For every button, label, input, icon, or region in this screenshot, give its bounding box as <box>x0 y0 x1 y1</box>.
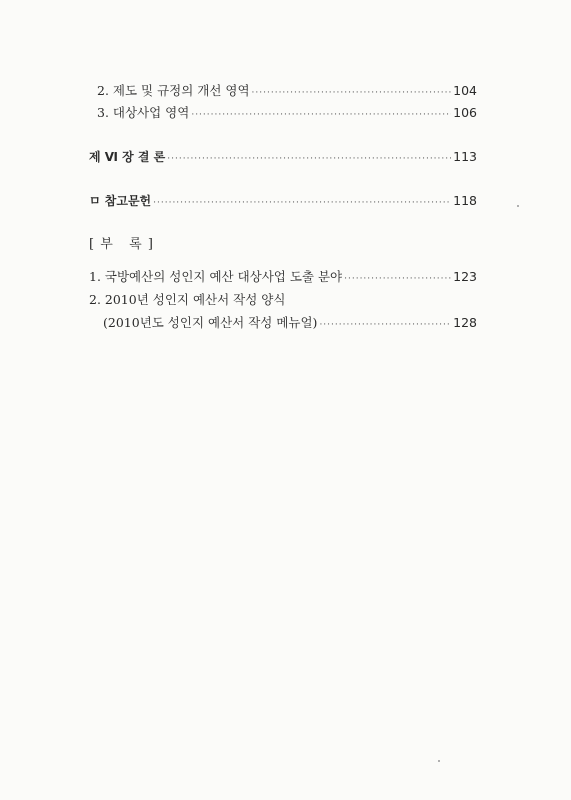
dot-leader <box>344 271 451 287</box>
dot-leader <box>167 151 451 167</box>
appendix-entry <box>89 269 477 287</box>
dot-leader <box>252 85 452 101</box>
appendix-entry-continuation <box>103 315 477 333</box>
toc-entry-label: ㅁ 참고문헌 <box>89 194 152 208</box>
dot-leader <box>319 317 451 333</box>
toc-entry-label: 2. 2010년 성인지 예산서 작성 양식 <box>89 292 286 307</box>
toc-entry-page: 128 <box>453 315 477 330</box>
toc-entry-page: 106 <box>453 105 477 120</box>
dot-leader <box>191 107 451 123</box>
scan-speck <box>517 205 519 207</box>
toc-entry-label: (2010년도 성인지 예산서 작성 메뉴얼) <box>103 315 318 330</box>
toc-entry-page: 123 <box>453 269 477 284</box>
toc-entry-page: 113 <box>453 149 477 164</box>
toc-entry-label: 2. 제도 및 규정의 개선 영역 <box>97 83 250 98</box>
toc-references-entry <box>89 193 477 211</box>
toc-entry <box>97 105 477 123</box>
appendix-entry <box>89 292 285 308</box>
toc-entry <box>97 83 477 101</box>
toc-entry-page: 118 <box>453 193 477 208</box>
dot-leader <box>153 195 451 211</box>
appendix-heading: [ 부 록 ] <box>89 237 154 252</box>
scan-speck <box>438 760 440 762</box>
toc-entry-label: 3. 대상사업 영역 <box>97 105 190 120</box>
toc-entry-label: 제 Ⅵ 장 결 론 <box>89 150 166 164</box>
toc-chapter-entry <box>89 149 477 167</box>
toc-entry-page: 104 <box>453 83 477 98</box>
toc-entry-label: 1. 국방예산의 성인지 예산 대상사업 도출 분야 <box>89 269 343 284</box>
